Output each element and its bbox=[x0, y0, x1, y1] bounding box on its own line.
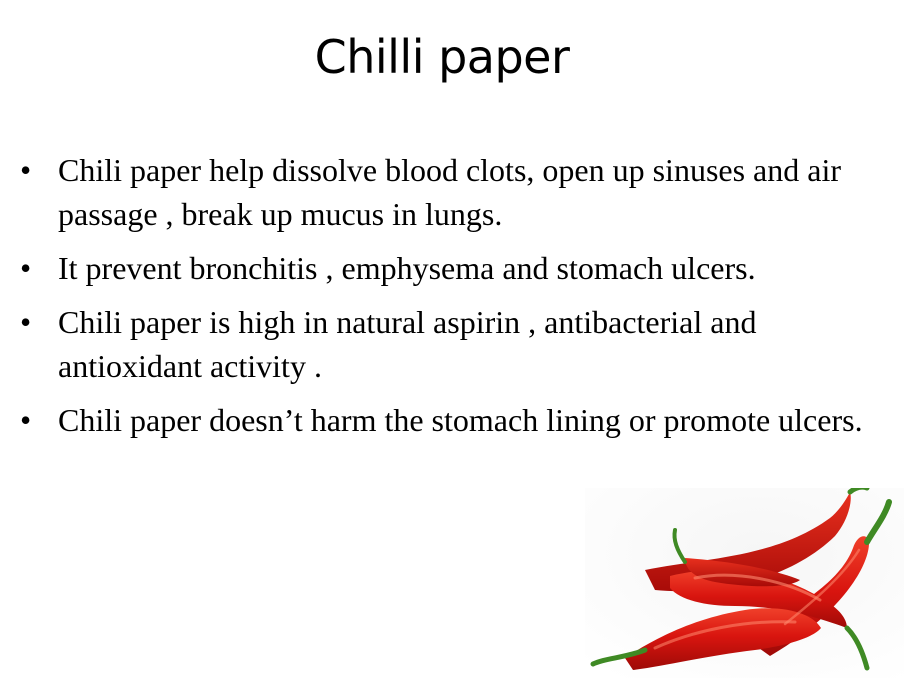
bullet-item-4 bbox=[20, 398, 870, 442]
bullet-list bbox=[20, 148, 870, 452]
bullet-text: It prevent bronchitis , emphysema and stomach ulcers. bbox=[58, 250, 756, 286]
bullet-item-1 bbox=[20, 148, 870, 236]
slide-title: Chilli paper bbox=[314, 30, 570, 84]
bullet-text: Chili paper help dissolve blood clots, open up sinuses and air passage , break up mucus in lungs. bbox=[58, 152, 841, 232]
bullet-text: Chili paper is high in natural aspirin , antibacterial and antioxidant activity . bbox=[58, 304, 757, 384]
bullet-icon: • bbox=[20, 250, 32, 286]
bullet-icon: • bbox=[20, 152, 32, 188]
bullet-icon: • bbox=[20, 304, 32, 340]
bullet-item-2 bbox=[20, 246, 870, 290]
chili-peppers-image bbox=[585, 488, 904, 678]
bullet-item-3 bbox=[20, 300, 870, 388]
bullet-icon: • bbox=[20, 402, 32, 438]
bullet-text: Chili paper doesn’t harm the stomach lining or promote ulcers. bbox=[58, 402, 863, 438]
